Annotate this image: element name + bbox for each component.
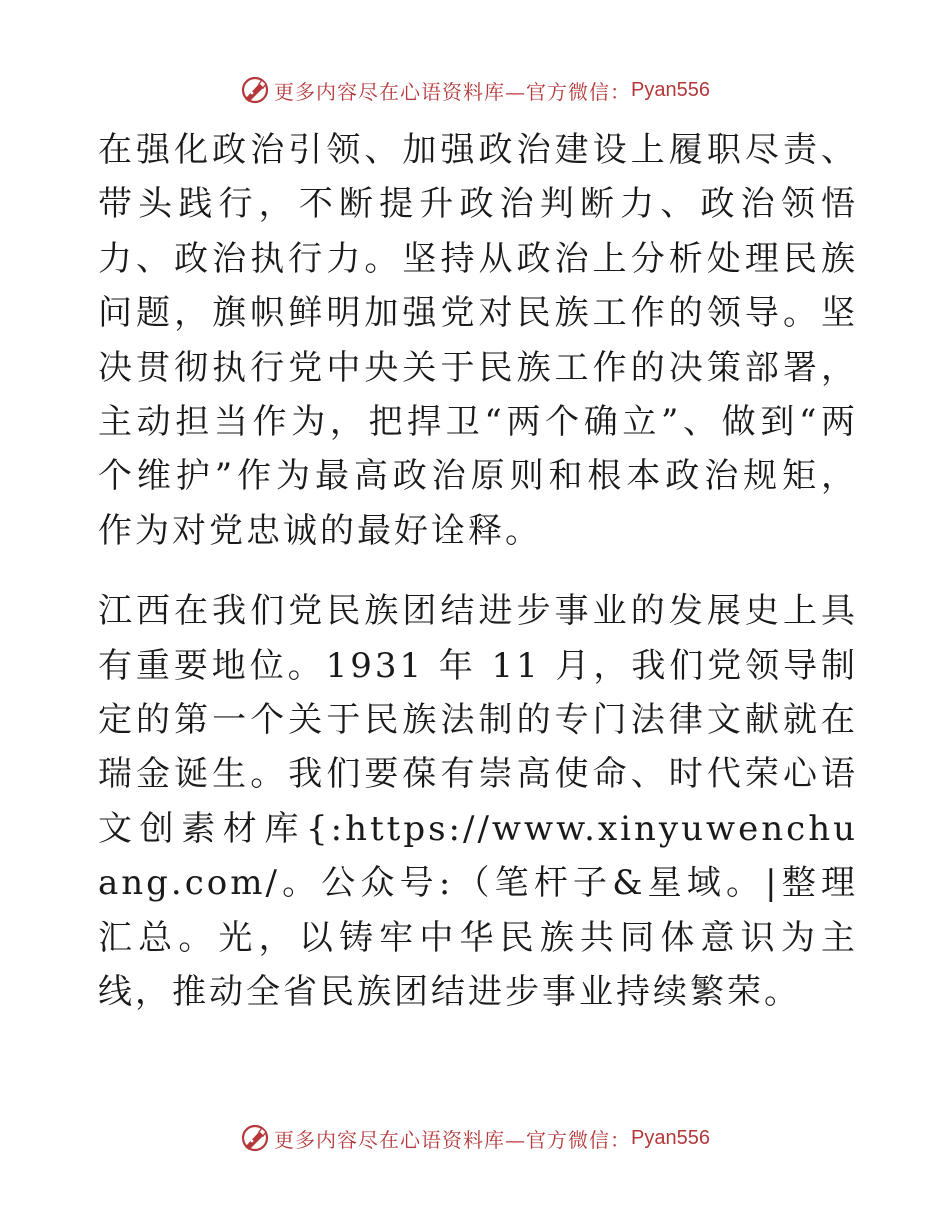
paragraph-2: 江西在我们党民族团结进步事业的发展史上具有重要地位。1931 年 11 月，我们党领导制定的第一个关于民族法制的专门法律文献就在瑞金诞生。我们要葆有崇高使命、时代荣心语文创素材库{:https://www.xinyuwenchuang.com/。公众号:（笔杆子&星域。|整理汇总。光，以铸牢中华民族共同体意识为主线，推动全省民族团结进步事业持续繁荣。: [98, 591, 858, 1013]
header-brand-id: Pyan556: [631, 78, 710, 101]
page-footer-watermark: [0, 1118, 950, 1158]
document-body: [98, 123, 858, 1020]
footer-brand-text: 更多内容尽在心语资料库—官方微信：: [274, 1127, 632, 1152]
footer-brand-id: Pyan556: [631, 1126, 710, 1149]
pen-nib-logo-icon: [240, 1123, 270, 1153]
page-header-watermark: [0, 70, 950, 110]
header-brand-text: 更多内容尽在心语资料库—官方微信：: [274, 79, 632, 104]
pen-nib-logo-icon: [240, 75, 270, 105]
paragraph-1: 在强化政治引领、加强政治建设上履职尽责、带头践行，不断提升政治判断力、政治领悟力、政治执行力。坚持从政治上分析处理民族问题，旗帜鲜明加强党对民族工作的领导。坚决贯彻执行党中央关于民族工作的决策部署，主动担当作为，把捍卫“两个确立”、做到“两个维护”作为最高政治原则和根本政治规矩，作为对党忠诚的最好诠释。: [98, 130, 858, 551]
